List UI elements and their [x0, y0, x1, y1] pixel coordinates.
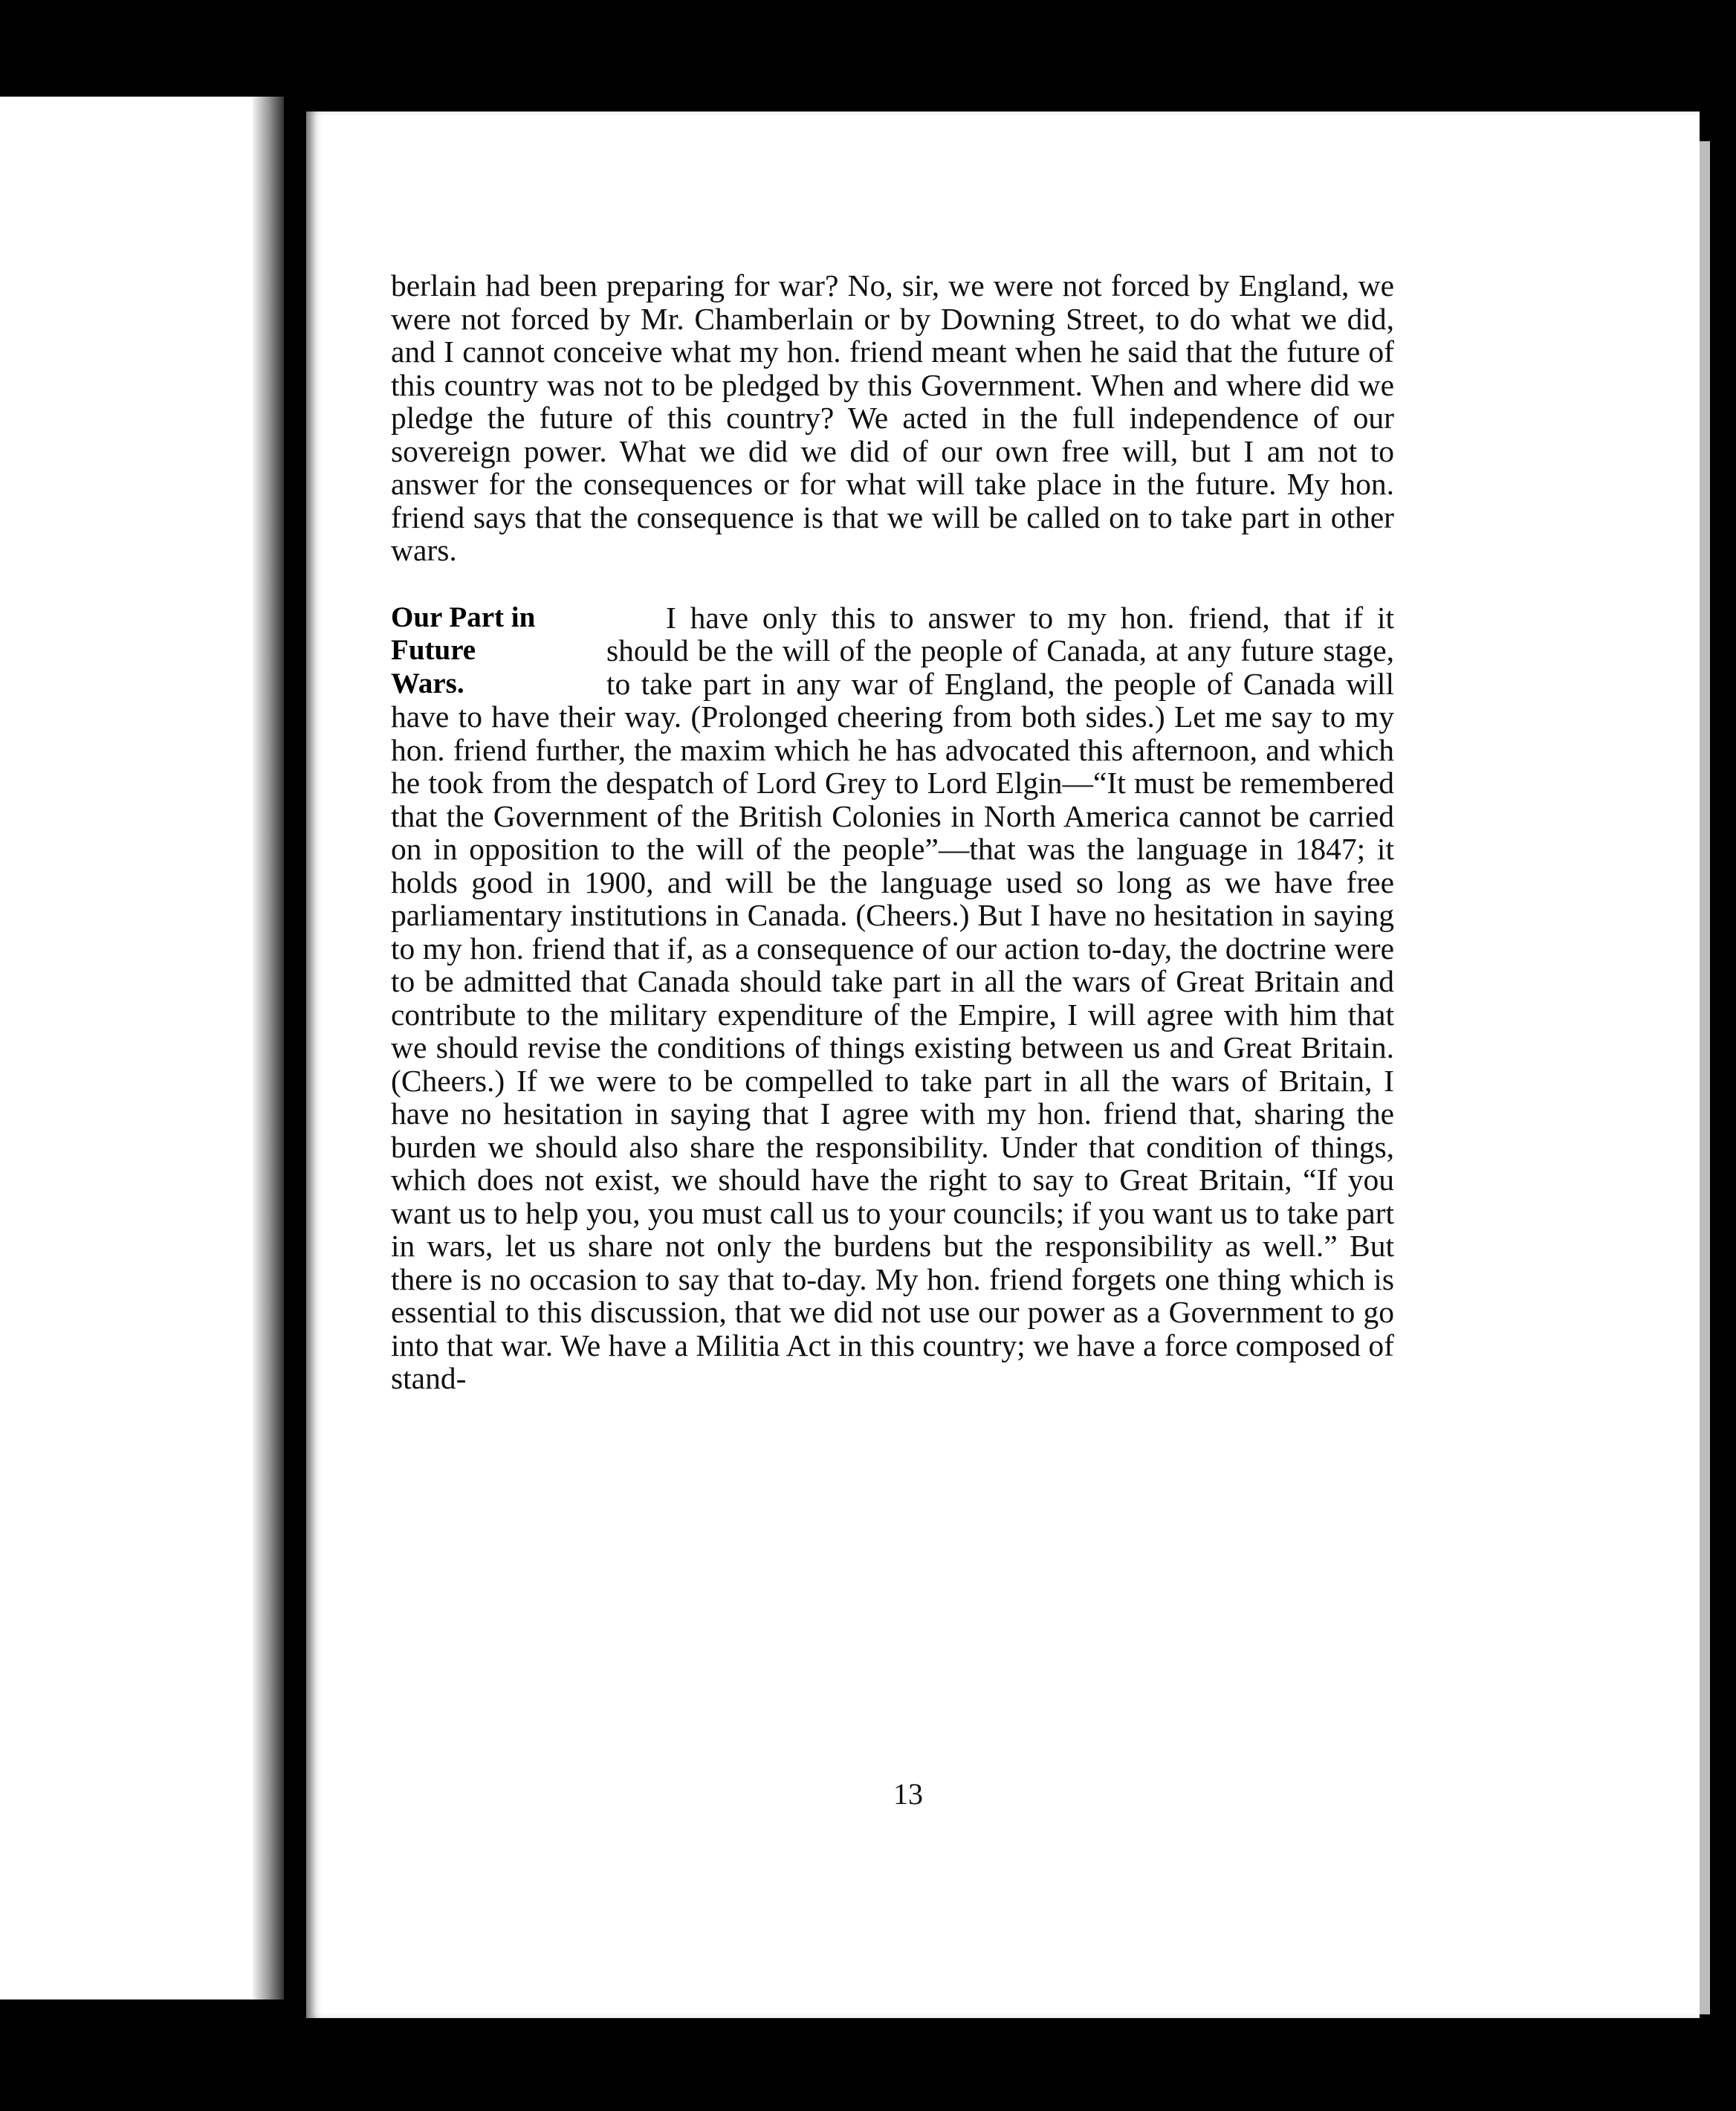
section-our-part-in-future-wars — [391, 601, 1394, 1395]
right-page — [306, 111, 1700, 2018]
page-edge — [1700, 141, 1710, 2014]
left-facing-page — [0, 97, 276, 2000]
paragraph-continued: berlain had been preparing for war? No, sir, we were not forced by England, we were not forced by Mr. Chamberlain or by Downing Street, to do what we did, and I cannot conceive what my hon. friend meant when he said that the future of this country was not to be pledged by this Government. When and where did we pledge the future of this country? We acted in the full independence of our sovereign power. What we did we did of our own free will, but I am not to answer for the consequences or for what will take place in the future. My hon. friend says that the consequence is that we will be called on to take part in other wars. — [391, 268, 1394, 567]
marginal-heading-line: Wars. — [391, 667, 464, 699]
body-text-column — [391, 269, 1394, 1395]
marginal-heading-line: Our Part in — [391, 601, 536, 633]
paragraph-future-wars: I have only this to answer to my hon. friend, that if it should be the will of the people of Canada, at any future stage, to take part in any war of England, the people of Canada will have to have their way. (Prolonged cheering from both sides.) Let me say to my hon. friend further, the maxim which he has advocated this afternoon, and which he took from the despatch of Lord Grey to Lord Elgin—“It must be remembered that the Government of the British Colonies in North America cannot be carried on in opposition to the will of the people”—that was the language in 1847; it holds good in 1900, and will be the language used so long as we have free parliamentary institutions in Canada. (Cheers.) But I have no hesitation in saying to my hon. friend that if, as a consequence of our action to-day, the doctrine were to be admitted that Canada should take part in all the wars of Great Britain and contribute to the military expenditure of the Empire, I will agree with him that we should revise the conditions of things existing between us and Great Britain. (Cheers.) If we were to be compelled to take part in all the wars of Britain, I have no hesitation in saying that I agree with my hon. friend that, sharing the burden we should also share the responsibility. Under that condition of things, which does not exist, we should have the right to say to Great Britain, “If you want us to help you, you must call us to your councils; if you want us to take part in wars, let us share not only the burdens but the responsibility as well.” But there is no occasion to say that to-day. My hon. friend forgets one thing which is essential to this discussion, that we did not use our power as a Government to go into that war. We have a Militia Act in this country; we have a force composed of stand- — [391, 600, 1394, 1395]
book-gutter — [253, 97, 284, 2000]
marginal-heading-line: Future — [391, 634, 476, 666]
page-number: 13 — [893, 1777, 923, 1811]
marginal-heading — [391, 601, 606, 701]
